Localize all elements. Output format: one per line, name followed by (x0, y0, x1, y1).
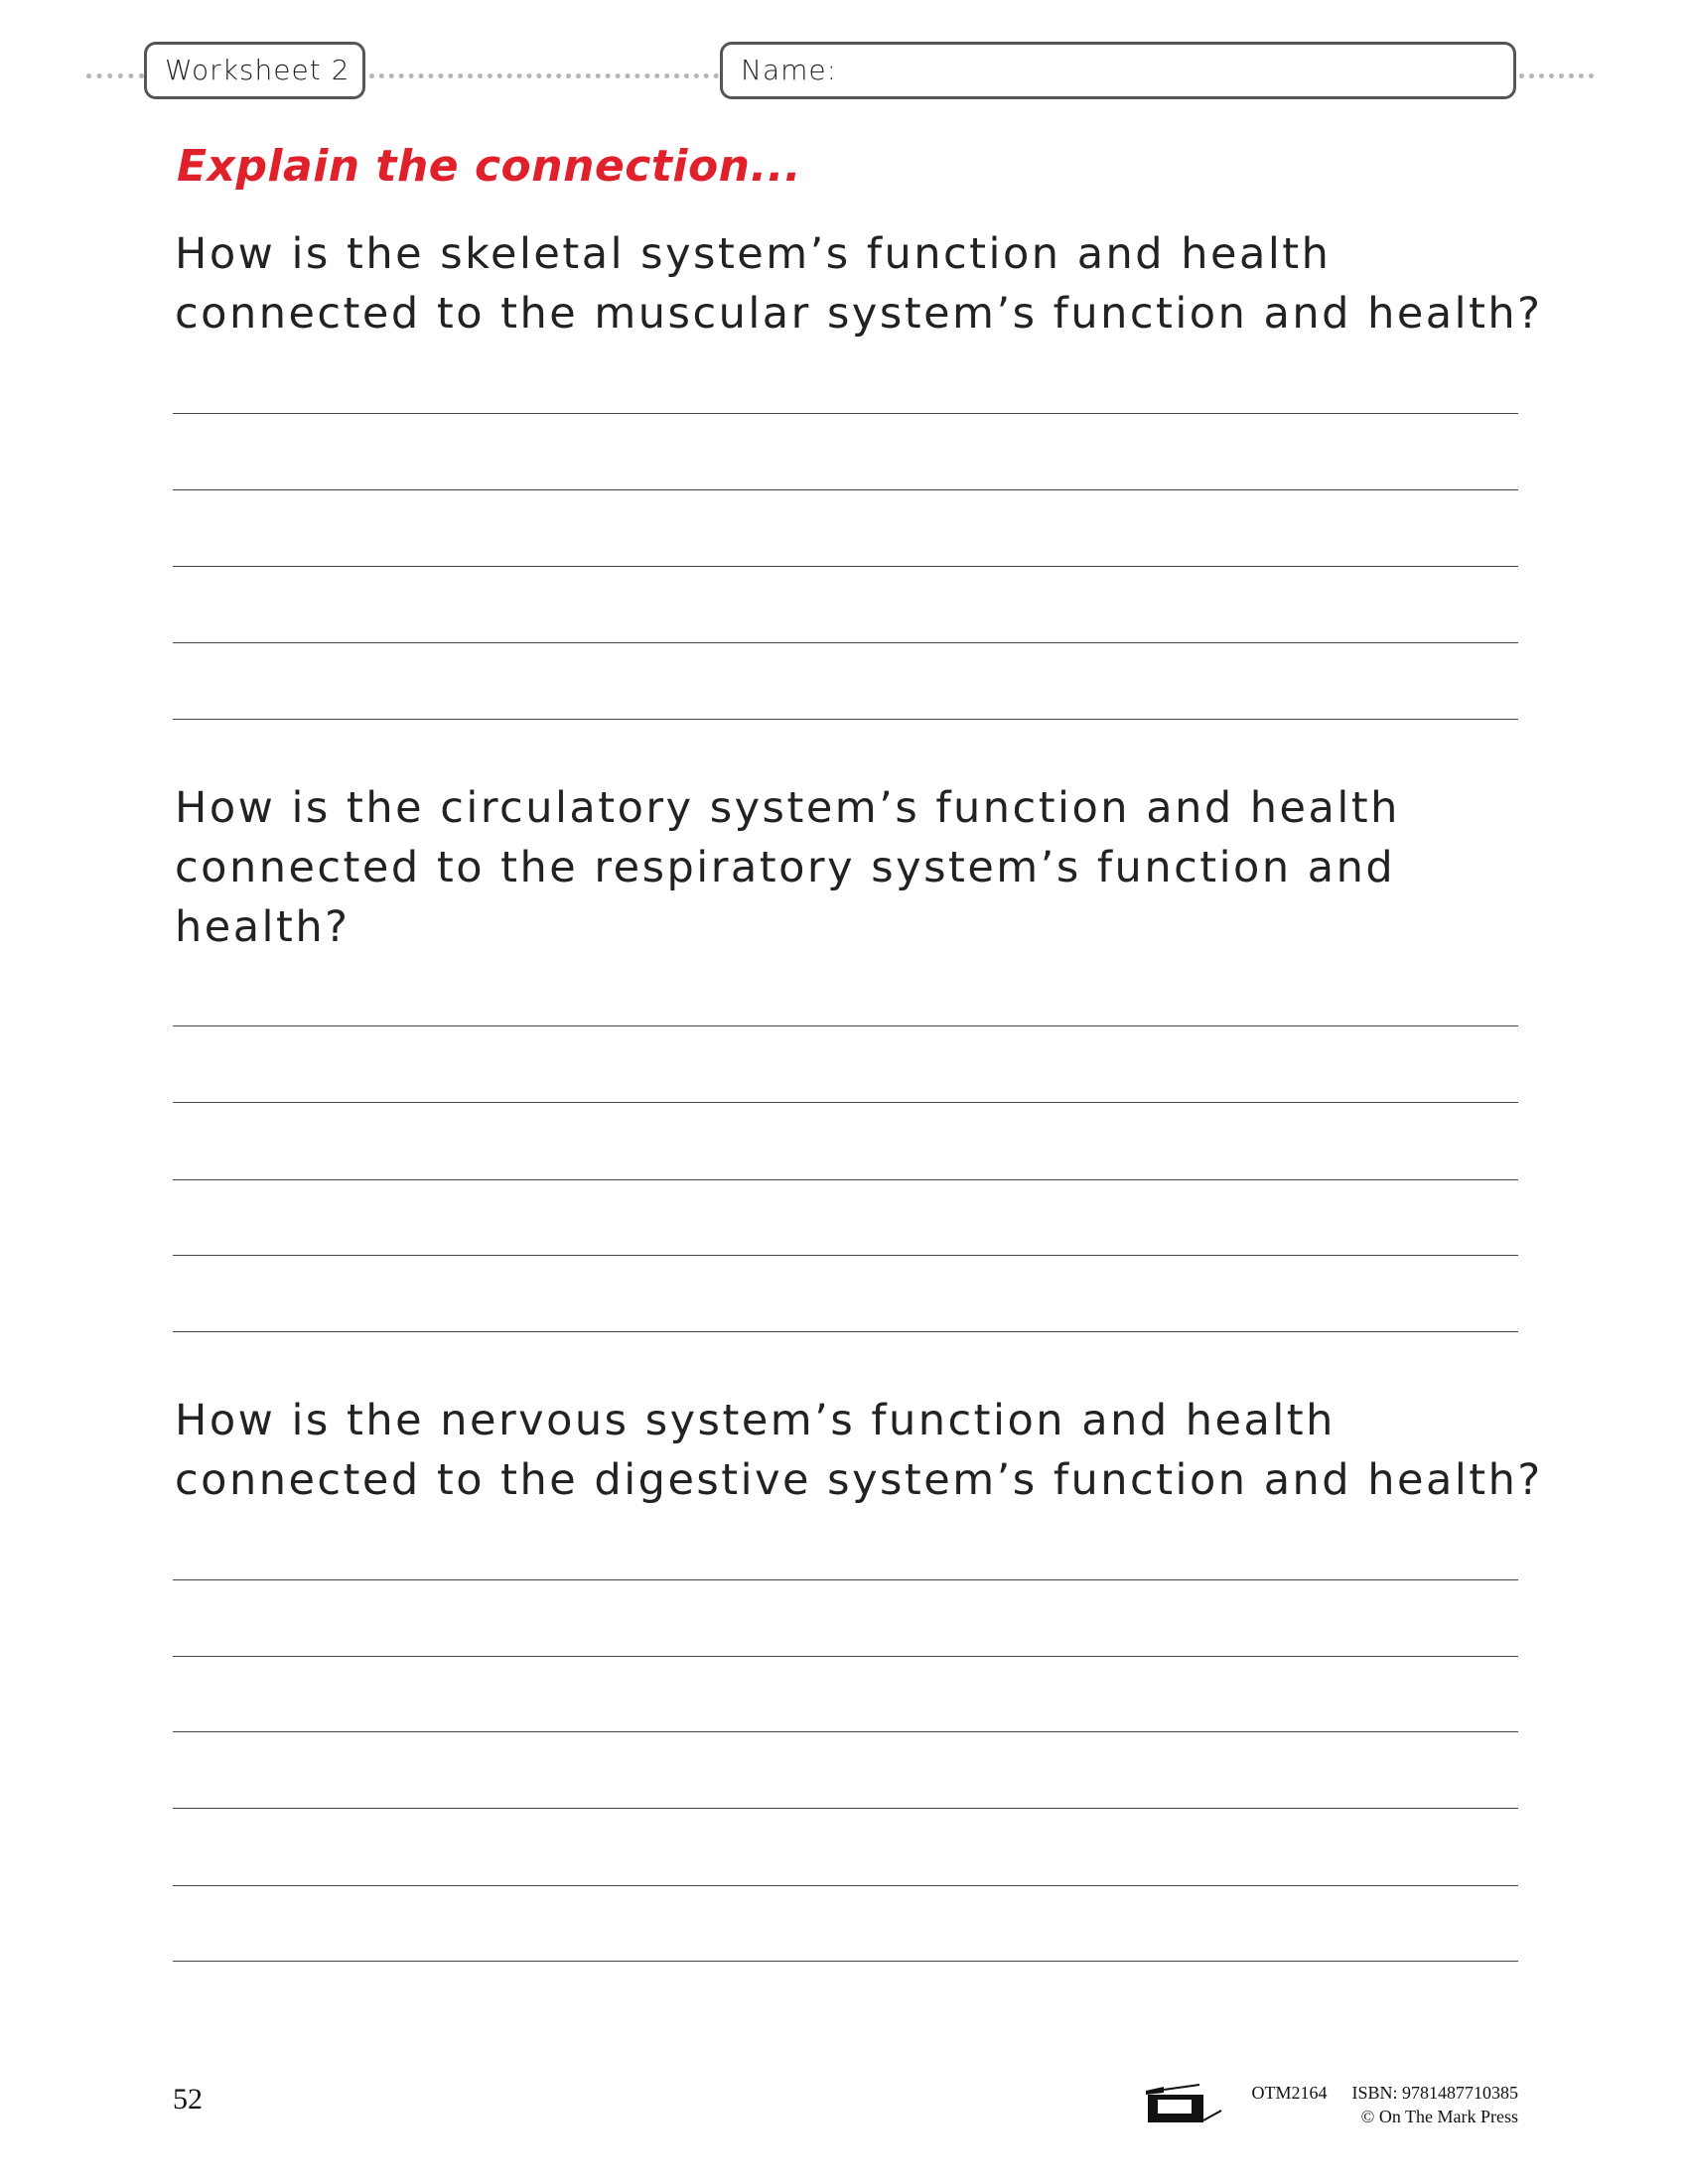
answer-line[interactable] (173, 1656, 1518, 1657)
page-number: 52 (173, 2083, 203, 2116)
header-dots-middle (369, 73, 719, 78)
question-text-line: health? (175, 902, 351, 952)
question-text-line: How is the skeletal system’s function and health (175, 229, 1332, 279)
question-text-line: connected to the muscular system’s function and health? (175, 289, 1543, 339)
answer-line[interactable] (173, 642, 1518, 643)
answer-line[interactable] (173, 1885, 1518, 1886)
name-field[interactable]: Name: (720, 42, 1516, 99)
answer-line[interactable] (173, 489, 1518, 490)
question-1 (175, 224, 1545, 343)
answer-line[interactable] (173, 719, 1518, 720)
question-text-line: How is the circulatory system’s function and health (175, 783, 1400, 833)
footer-publisher-info (1251, 2081, 1518, 2128)
product-code: OTM2164 (1251, 2083, 1328, 2103)
answer-line[interactable] (173, 566, 1518, 567)
answer-line[interactable] (173, 1961, 1518, 1962)
header-dots-right (1519, 73, 1594, 78)
answer-line[interactable] (173, 1579, 1518, 1580)
question-text-line: connected to the digestive system’s function and health? (175, 1455, 1543, 1505)
question-text-line: connected to the respiratory system’s function and (175, 843, 1396, 892)
answer-line[interactable] (173, 413, 1518, 414)
header-dots-left (86, 73, 144, 78)
worksheet-label: Worksheet 2 (144, 42, 365, 99)
photocopier-icon (1142, 2083, 1223, 2124)
answer-line[interactable] (173, 1102, 1518, 1103)
answer-line[interactable] (173, 1179, 1518, 1180)
answer-line[interactable] (173, 1025, 1518, 1026)
copyright: © On The Mark Press (1360, 2107, 1518, 2126)
section-title: Explain the connection... (177, 141, 802, 192)
question-3 (175, 1391, 1545, 1510)
answer-line[interactable] (173, 1731, 1518, 1732)
question-2 (175, 778, 1545, 957)
answer-line[interactable] (173, 1255, 1518, 1256)
answer-line[interactable] (173, 1808, 1518, 1809)
question-text-line: How is the nervous system’s function and health (175, 1396, 1336, 1445)
answer-line[interactable] (173, 1331, 1518, 1332)
isbn: ISBN: 9781487710385 (1351, 2083, 1518, 2103)
